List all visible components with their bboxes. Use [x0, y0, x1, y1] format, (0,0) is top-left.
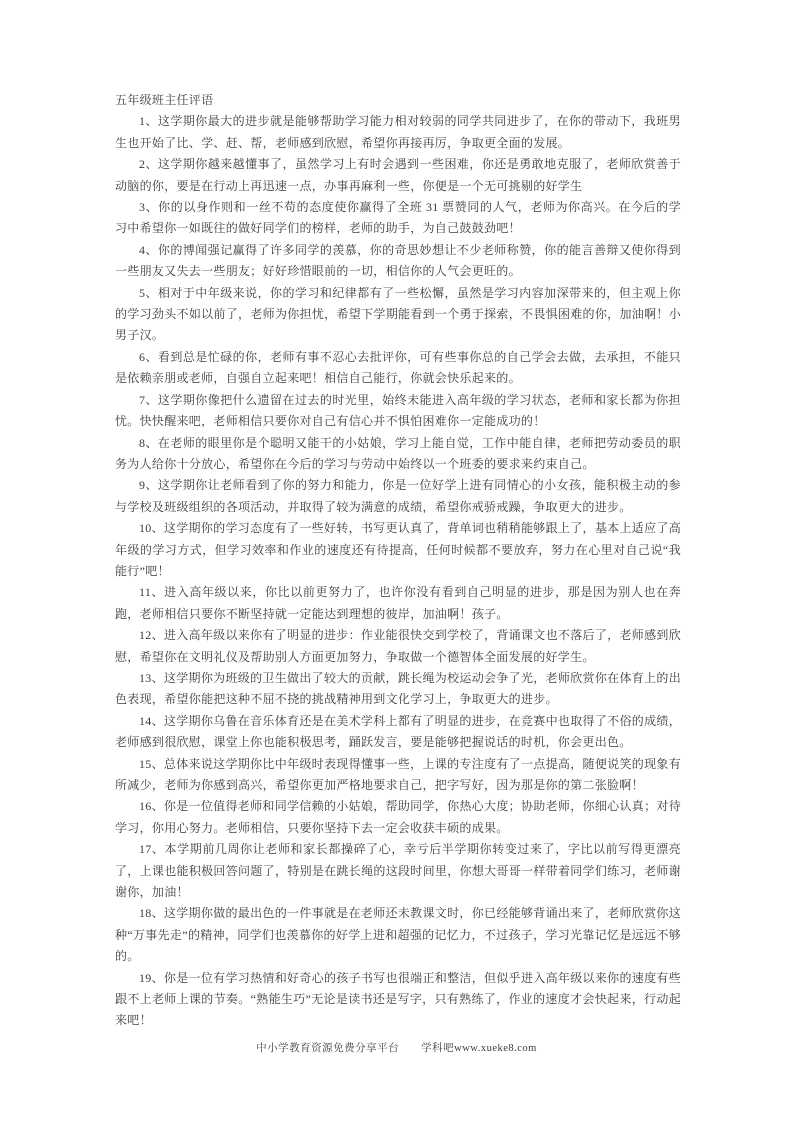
document-content	[115, 90, 681, 1032]
comment-paragraph-11: 11、进入高年级以来，你比以前更努力了，也许你没有看到自己明显的进步，那是因为别人也在奔跑，老师相信只要你不断坚持就一定能达到理想的彼岸，加油啊！孩子。	[115, 585, 681, 621]
comment-paragraph-18: 18、这学期你做的最出色的一件事就是在老师还未教课文时，你已经能够背诵出来了，老师欣赏你这种“万事先走”的精神，同学们也羡慕你的好学上进和超强的记忆力，不过孩子，学习光靠记忆是远远不够的。	[115, 906, 681, 964]
comment-paragraph-15: 15、总体来说这学期你比中年级时表现得懂事一些，上课的专注度有了一点提高，随便说笑的现象有所减少，老师为你感到高兴，希望你更加严格地要求自己，把字写好，因为那是你的第二张脸啊！	[115, 756, 681, 792]
comment-paragraph-12: 12、进入高年级以来你有了明显的进步：作业能很快交到学校了，背诵课文也不落后了，老师感到欣慰，希望你在文明礼仪及帮助别人方面更加努力，争取做一个德智体全面发展的好学生。	[115, 628, 681, 664]
comment-paragraph-8: 8、在老师的眼里你是个聪明又能干的小姑娘，学习上能自觉，工作中能自律，老师把劳动委员的职务为人给你十分放心，希望你在今后的学习与劳动中始终以一个班委的要求来约束自己。	[115, 435, 681, 471]
comment-paragraph-14: 14、这学期你乌鲁在音乐体育还是在美术学科上都有了明显的进步，在竞赛中也取得了不俗的成绩，老师感到很欣慰，课堂上你也能积极思考，踊跃发言，要是能够把握说话的时机，你会更出色。	[115, 713, 681, 750]
comment-paragraph-17: 17、本学期前几周你让老师和家长都操碎了心，幸亏后半学期你转变过来了，字比以前写得更漂亮了，上课也能积极回答问题了，特别是在跳长绳的这段时间里，你想大哥哥一样带着同学们练习，老师谢谢你，加油！	[115, 842, 681, 900]
comment-paragraph-10: 10、这学期你的学习态度有了一些好转，书写更认真了，背单词也稍稍能够跟上了，基本上适应了高年级的学习方式，但学习效率和作业的速度还有待提高，任何时候都不要放弃，努力在心里对自己说“我能行”吧！	[115, 521, 681, 578]
comment-paragraph-16: 16、你是一位值得老师和同学信赖的小姑娘，帮助同学，你热心大度；协助老师，你细心认真；对待学习，你用心努力。老师相信，只要你坚持下去一定会收获丰硕的成果。	[115, 799, 681, 835]
comment-paragraph-6: 6、看到总是忙碌的你，老师有事不忍心去批评你，可有些事你总的自己学会去做，去承担，不能只是依赖亲朋或老师，自强自立起来吧！相信自己能行，你就会快乐起来的。	[115, 349, 681, 386]
comment-paragraph-1: 1、这学期你最大的进步就是能够帮助学习能力相对较弱的同学共同进步了，在你的带动下，我班男生也开始了比、学、赶、帮，老师感到欣慰，希望你再接再厉，争取更全面的发展。	[115, 114, 681, 150]
comment-paragraph-2: 2、这学期你越来越懂事了，虽然学习上有时会遇到一些困难，你还是勇敢地克服了，老师欣赏善于动脑的你，要是在行动上再迅速一点，办事再麻利一些，你便是一个无可挑剔的好学生	[115, 157, 681, 193]
comment-paragraph-5: 5、相对于中年级来说，你的学习和纪律都有了一些松懈，虽然是学习内容加深带来的，但主观上你的学习劲头不如以前了，老师为你担忧，希望下学期能看到一个勇于探索，不畏惧困难的你，加油啊！小男子汉。	[115, 285, 681, 343]
comment-paragraph-9: 9、这学期你让老师看到了你的努力和能力，你是一位好学上进有同情心的小女孩，能积极主动的参与学校及班级组织的各项活动，并取得了较为满意的成绩，希望你戒骄戒躁，争取更大的进步。	[115, 478, 681, 514]
comment-paragraph-19: 19、你是一位有学习热情和好奇心的孩子书写也很端正和整洁，但似乎进入高年级以来你的速度有些跟不上老师上课的节奏。“熟能生巧”无论是读书还是写字，只有熟练了，作业的速度才会快起来，行动起来吧！	[115, 970, 681, 1028]
comment-paragraph-3: 3、你的以身作则和一丝不苟的态度使你赢得了全班 31 票赞同的人气，老师为你高兴。在今后的学习中希望你一如既往的做好同学们的榜样，老师的助手，为自己鼓鼓劲吧！	[115, 200, 681, 236]
comment-paragraph-13: 13、这学期你为班级的卫生做出了较大的贡献，跳长绳为校运动会争了光，老师欣赏你在体育上的出色表现，希望你能把这种不屈不挠的挑战精神用到文化学习上，争取更大的进步。	[115, 670, 681, 707]
comment-paragraph-4: 4、你的博闻强记赢得了许多同学的羡慕，你的奇思妙想让不少老师称赞，你的能言善辩又使你得到一些朋友又失去一些朋友；好好珍惜眼前的一切，相信你的人气会更旺的。	[115, 242, 681, 279]
comment-paragraph-7: 7、这学期你像把什么遗留在过去的时光里，始终未能进入高年级的学习状态，老师和家长都为你担忧。快快醒来吧，老师相信只要你对自己有信心并不惧怕困难你一定能成功的！	[115, 392, 681, 429]
document-title: 五年级班主任评语	[115, 93, 214, 107]
page-footer: 中小学教育资源免费分享平台 学科吧www.xueke8.com	[256, 1043, 537, 1054]
